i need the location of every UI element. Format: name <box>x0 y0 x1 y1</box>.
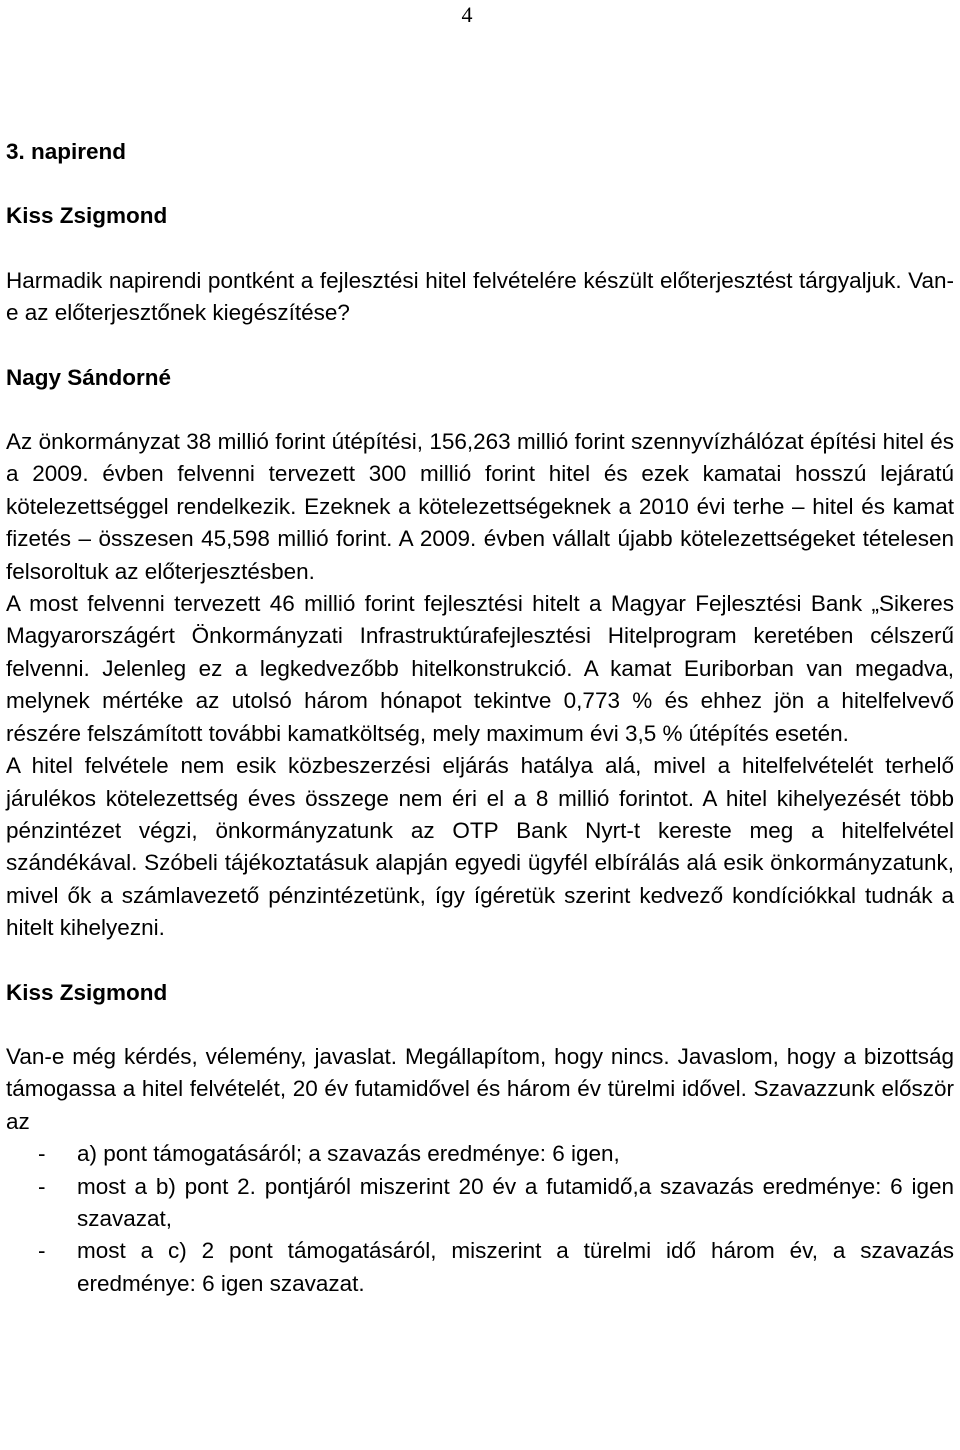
list-item <box>6 1138 954 1170</box>
paragraph: Az önkormányzat 38 millió forint útépítési, 156,263 millió forint szennyvízhálózat építési hitel és a 2009. évben felvenni tervezett 300 millió forint hitel és ezek kamatai hosszú lejáratú kötelezettséggel rendelkezik. Ezeknek a kötelezettségeknek a 2010 évi terhe – hitel és kamat fizetés – összesen 45,598 millió forint. A 2009. évben vállalt újabb kötelezettségeket tételesen felsoroltuk az előterjesztésben. <box>6 429 954 584</box>
agenda-heading: 3. napirend <box>6 139 127 164</box>
speaker-name: Kiss Zsigmond <box>6 203 168 229</box>
list-dash: - <box>38 1141 46 1167</box>
list-dash: - <box>38 1238 46 1264</box>
list-item <box>6 1235 954 1300</box>
paragraph: Van-e még kérdés, vélemény, javaslat. Megállapítom, hogy nincs. Javaslom, hogy a bizottság támogassa a hitel felvételét, 20 év futamidővel és három év türelmi idővel. Szavazzunk először az <box>6 1043 954 1134</box>
list-item-text: most a c) 2 pont támogatásáról, miszerint a türelmi idő három év, a szavazás eredménye: 6 igen szavazat. <box>77 1238 954 1296</box>
page-number: 4 <box>461 2 473 27</box>
paragraph: A hitel felvétele nem esik közbeszerzési eljárás hatálya alá, mivel a hitelfelvételét terhelő járulékos kötelezettség éves összege nem éri el a 8 millió forintot. A hitel kihelyezését több pénzintézet végzi, önkormányzatunk az OTP Bank Nyrt-t kereste meg a hitelfelvétel szándékával. Szóbeli tájékoztatásuk alapján egyedi ügyfél elbírálás alá esik önkormányzatunk, mivel ők a számlavezető pénzintézetünk, így ígéretük szerint kedvező kondíciókkal tudnák a hitelt kihelyezni. <box>6 753 954 941</box>
vote-list <box>6 1138 954 1300</box>
list-item-text: most a b) pont 2. pontjáról miszerint 20 év a futamidő,a szavazás eredménye: 6 igen szavazat, <box>77 1173 954 1231</box>
speaker-name: Kiss Zsigmond <box>6 979 168 1005</box>
document-body <box>6 136 954 1300</box>
speaker-name: Nagy Sándorné <box>6 364 172 390</box>
list-dash: - <box>38 1173 46 1199</box>
list-item <box>6 1171 954 1236</box>
list-item-text: a) pont támogatásáról; a szavazás eredménye: 6 igen, <box>77 1141 620 1167</box>
paragraph: A most felvenni tervezett 46 millió forint fejlesztési hitelt a Magyar Fejlesztési Bank „Sikeres Magyarországért Önkormányzati Infrastruktúrafejlesztési Hitelprogram keretében célszerű felvenni. Jelenleg ez a legkedvezőbb hitelkonstrukció. A kamat Euriborban van megadva, melynek mértéke az utolsó három hónapot tekintve 0,773 % és ehhez jön a hitelfelvevő részére felszámított további kamatköltség, mely maximum évi 3,5 % útépítés esetén. <box>6 591 954 746</box>
paragraph: Harmadik napirendi pontként a fejlesztési hitel felvételére készült előterjesztést tárgyaljuk. Van-e az előterjesztőnek kiegészítése? <box>6 267 954 326</box>
